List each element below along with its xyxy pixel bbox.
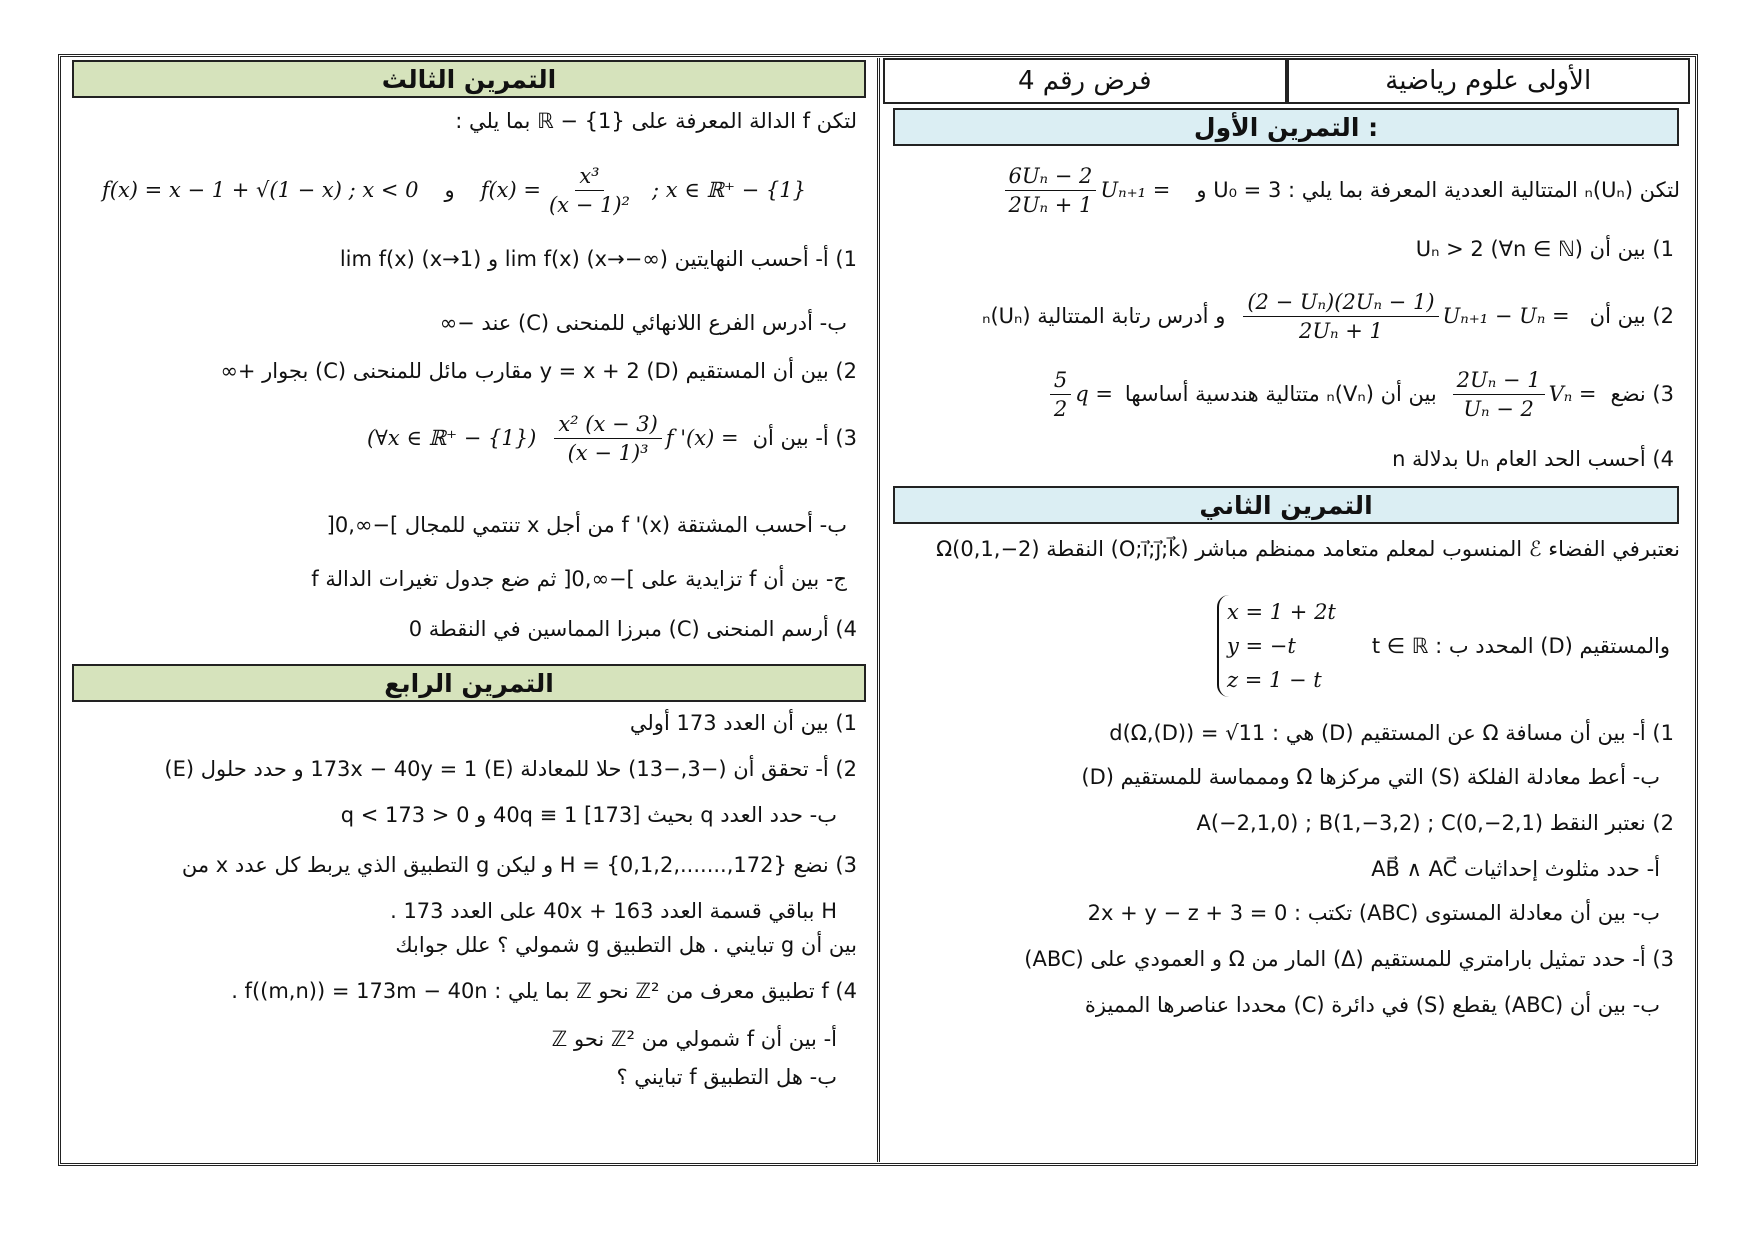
ex3-intro: لتكن f الدالة المعرفة على ℝ − {1} بما يلي : (455, 109, 857, 133)
ex1-q3-q-den: 2 (1053, 396, 1068, 421)
ex1-q3 (1046, 358, 1674, 430)
right-column (883, 58, 1694, 1162)
ex2-system (1217, 595, 1336, 697)
ex4-q4: 4) f تطبيق معرف من ℤ² نحو ℤ بما يلي : f((m,n)) = 173m − 40n . (231, 979, 857, 1003)
ex2-q3a: 3) أ- حدد تمثيل بارامتري للمستقيم (Δ) المار من Ω و العمودي على (ABC) (1024, 947, 1674, 971)
ex4-q2b: ب- حدد العدد q بحيث [173] 40q ≡ 1 و 0 < q < 173 (340, 803, 837, 827)
ex1-intro-lhs: Uₙ₊₁ = (1100, 178, 1171, 202)
ex2-q3b: ب- بين أن (ABC) يقطع (S) في دائرة (C) محددا عناصرها المميزة (1084, 993, 1660, 1017)
ex1-q2 (982, 276, 1674, 356)
ex3-def-and: و (444, 178, 455, 202)
ex3-def-num: x³ (575, 162, 603, 191)
ex1-q3-lhs: Vₙ = (1548, 382, 1597, 406)
ex1-intro-num: 6Uₙ − 2 (1005, 162, 1097, 191)
class-label: الأولى علوم رياضية (1287, 58, 1691, 104)
ex2-line-d (1217, 590, 1670, 702)
ex1-intro-text: لتكن (Uₙ)ₙ المتتالية العددية المعرفة بما يلي : U₀ = 3 و (1196, 178, 1680, 202)
ex1-q3-qlhs: q = (1075, 382, 1113, 406)
ex3-q4: 4) أرسم المنحنى (C) مبرزا المماسين في النقطة 0 (408, 617, 857, 641)
ex3-def-right-lhs: f(x) = (480, 178, 541, 202)
ex2-q1a: 1) أ- بين أن مسافة Ω عن المستقيم (D) هي : d(Ω,(D)) = √11 (1109, 721, 1674, 745)
header-row (883, 58, 1690, 104)
ex3-def-left: f(x) = x − 1 + √(1 − x) ; x < 0 (102, 178, 419, 202)
ex1-q2-text: 2) بين أن (1589, 304, 1674, 328)
ex1-q2-num: (2 − Uₙ)(2Uₙ − 1) (1243, 288, 1438, 317)
ex1-q4: 4) أحسب الحد العام Uₙ بدلالة n (1392, 447, 1674, 471)
ex1-q2-den: 2Uₙ + 1 (1298, 318, 1383, 343)
ex3-def-cond: ; x ∈ ℝ⁺ − {1} (651, 178, 807, 202)
ex2-sys-y: y = −t (1226, 634, 1296, 658)
ex3-q3c: ج- بين أن f تزايدية على ]−∞,0[ ثم ضع جدول تغيرات الدالة f (311, 567, 847, 591)
ex1-q2-fraction (1243, 288, 1438, 345)
ex3-q1a: 1) أ- أحسب النهايتين lim f(x) (x→−∞) و lim f(x) (x→1) (339, 247, 857, 271)
ex4-q4a: أ- بين أن f شمولي من ℤ² نحو ℤ (551, 1027, 837, 1051)
ex3-q3a-num: x² (x − 3) (554, 410, 661, 439)
ex1-q3-q-fraction (1050, 366, 1071, 423)
exercise-1-title: التمرين الأول : (893, 108, 1679, 146)
ex3-q1b: ب- أدرس الفرع اللانهائي للمنحنى (C) عند −∞ (439, 311, 847, 335)
ex3-def-den: (x − 1)² (548, 192, 630, 217)
ex4-q3-cont: H بباقي قسمة العدد 40x + 163 على العدد 173 . (390, 899, 837, 923)
ex1-q2-lhs: Uₙ₊₁ − Uₙ = (1442, 304, 1570, 328)
ex1-q1: 1) بين أن Uₙ > 2 (∀n ∈ ℕ) (1415, 237, 1674, 261)
ex1-intro-den: 2Uₙ + 1 (1008, 192, 1093, 217)
ex3-def-fraction (545, 162, 634, 219)
ex1-intro (1001, 154, 1681, 226)
ex4-q1: 1) بين أن العدد 173 أولي (629, 711, 857, 735)
ex1-q3-q-num: 5 (1050, 366, 1071, 395)
exercise-2-title: التمرين الثاني (893, 486, 1679, 524)
ex1-q3-fraction (1453, 366, 1545, 423)
ex1-q3-den: Uₙ − 2 (1463, 396, 1534, 421)
ex1-q3-num: 2Uₙ − 1 (1453, 366, 1545, 395)
ex2-q1b: ب- أعط معادلة الفلكة (S) التي مركزها Ω وممماسة للمستقيم (D) (1081, 765, 1660, 789)
ex3-q3a (367, 396, 857, 480)
ex2-q2: 2) نعتبر النقط A(−2,1,0) ; B(1,−3,2) ; C(0,−2,1) (1196, 811, 1674, 835)
ex3-q3b: ب- أحسب المشتقة f '(x) من أجل x تنتمي للمجال ]−∞,0[ (326, 513, 847, 537)
ex1-q2-tail: و أدرس رتابة المتتالية (Uₙ)ₙ (982, 304, 1226, 328)
ex3-q3a-text: 3) أ- بين أن (752, 426, 857, 450)
ex4-q3-ask: بين أن g تبايني . هل التطبيق g شمولي ؟ علل جوابك (395, 933, 857, 957)
ex3-definition (102, 150, 857, 230)
ex1-intro-fraction (1005, 162, 1097, 219)
ex3-q3a-cond: (∀x ∈ ℝ⁺ − {1}) (366, 426, 537, 450)
ex4-q2a: 2) أ- تحقق أن (−3,−13) حلا للمعادلة 173x − 40y = 1 (E) و حدد حلول (E) (164, 757, 857, 781)
ex2-q2b: ب- بين أن معادلة المستوى (ABC) تكتب : 2x + y − z + 3 = 0 (1087, 901, 1660, 925)
ex1-q3-mid: بين أن (Vₙ)ₙ متتالية هندسية أساسها (1124, 382, 1437, 406)
ex3-q3a-fraction (554, 410, 661, 467)
ex3-q3a-den: (x − 1)³ (567, 440, 649, 465)
ex4-q4b: ب- هل التطبيق f تبايني ؟ (616, 1065, 837, 1089)
exercise-4-title: التمرين الرابع (72, 664, 866, 702)
ex2-intro: نعتبرفي الفضاء ℰ المنسوب لمعلم متعامد ممنظم مباشر (O;i⃗;j⃗;k⃗) النقطة Ω(0,1,−2) (936, 537, 1680, 561)
ex2-q2a: أ- حدد مثلوث إحداثيات AB⃗ ∧ AC⃗ (1371, 857, 1660, 881)
ex3-q3a-lhs: f '(x) = (665, 426, 739, 450)
ex4-q3: 3) نضع H = {0,1,2,.......,172} و ليكن g التطبيق الذي يربط كل عدد x من (181, 853, 857, 877)
ex1-q3-text: 3) نضع (1610, 382, 1674, 406)
ex2-sys-z: z = 1 − t (1226, 668, 1322, 692)
ex2-sys-x: x = 1 + 2t (1226, 600, 1336, 624)
ex2-line-d-text: والمستقيم (D) المحدد ب : t ∈ ℝ (1371, 634, 1670, 658)
ex3-q2: 2) بين أن المستقيم y = x + 2 (D) مقارب مائل للمنحنى (C) بجوار +∞ (220, 359, 857, 383)
exam-label: فرض رقم 4 (883, 58, 1287, 104)
exercise-3-title: التمرين الثالث (72, 60, 866, 98)
left-column (62, 58, 880, 1162)
